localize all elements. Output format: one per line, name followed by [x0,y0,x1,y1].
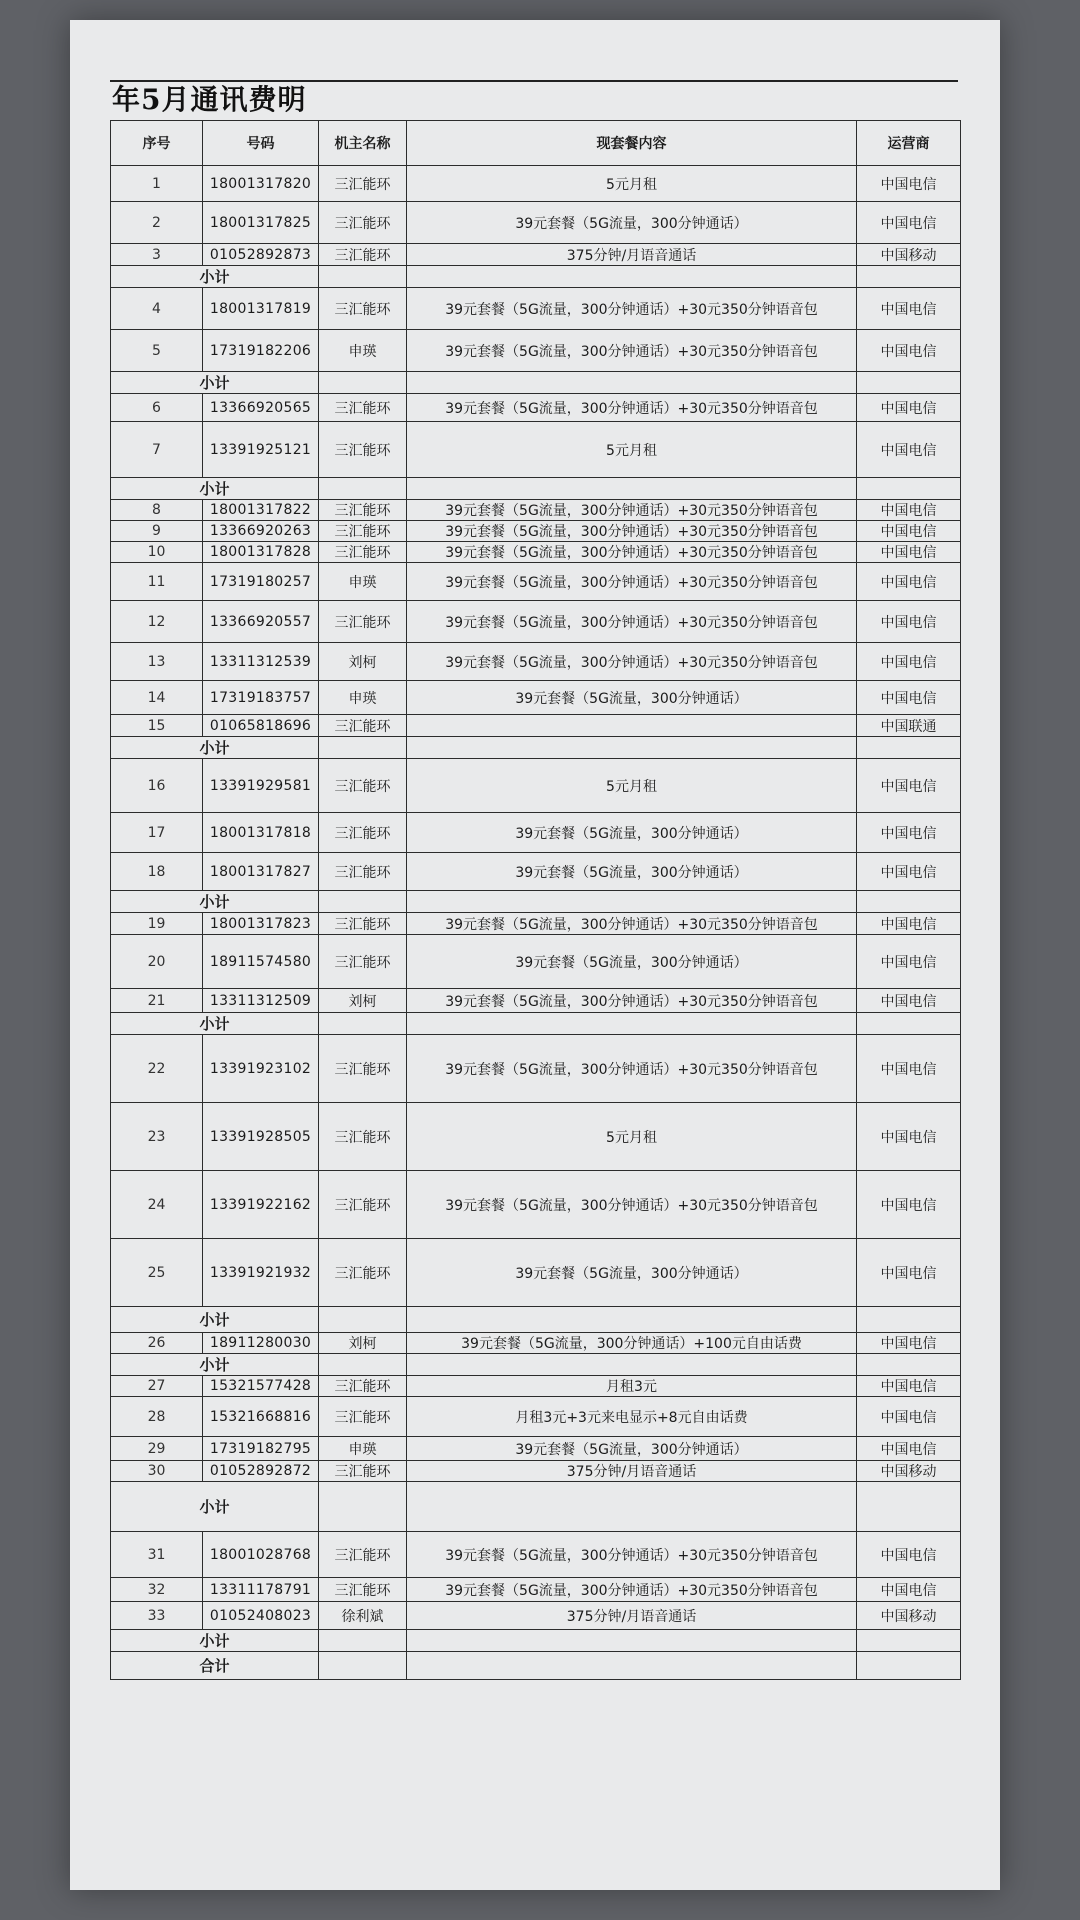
empty-cell [857,478,961,500]
cell-plan: 39元套餐（5G流量，300分钟通话）+30元350分钟语音包 [407,394,857,422]
empty-cell [407,891,857,913]
cell-carrier: 中国电信 [857,542,961,563]
table-row [111,1171,961,1239]
subtotal-row [111,1307,961,1333]
cell-number: 13366920557 [203,601,319,643]
cell-plan: 39元套餐（5G流量，300分钟通话）+30元350分钟语音包 [407,1171,857,1239]
empty-cell [319,1013,407,1035]
cell-plan: 月租3元 [407,1376,857,1397]
cell-seq: 4 [111,288,203,330]
cell-carrier: 中国电信 [857,521,961,542]
table-row [111,521,961,542]
empty-cell [857,1307,961,1333]
empty-cell [857,266,961,288]
cell-plan: 375分钟/月语音通话 [407,244,857,266]
empty-cell [319,1354,407,1376]
cell-plan: 39元套餐（5G流量，300分钟通话）+30元350分钟语音包 [407,601,857,643]
billing-table [110,120,961,1680]
cell-carrier: 中国电信 [857,913,961,935]
cell-plan: 39元套餐（5G流量，300分钟通话）+30元350分钟语音包 [407,1035,857,1103]
table-row [111,681,961,715]
cell-plan: 5元月租 [407,1103,857,1171]
subtotal-row [111,1013,961,1035]
empty-cell [857,1630,961,1652]
cell-plan: 39元套餐（5G流量，300分钟通话）+30元350分钟语音包 [407,913,857,935]
cell-seq: 5 [111,330,203,372]
cell-seq: 6 [111,394,203,422]
cell-owner: 三汇能环 [319,422,407,478]
cell-number: 13391921932 [203,1239,319,1307]
cell-carrier: 中国电信 [857,643,961,681]
cell-seq: 30 [111,1461,203,1482]
empty-cell [857,372,961,394]
cell-carrier: 中国移动 [857,1461,961,1482]
cell-carrier: 中国移动 [857,244,961,266]
header-seq: 序号 [111,121,203,166]
cell-owner: 三汇能环 [319,244,407,266]
cell-number: 18001028768 [203,1532,319,1578]
cell-seq: 18 [111,853,203,891]
cell-owner: 三汇能环 [319,1461,407,1482]
cell-owner: 三汇能环 [319,542,407,563]
cell-seq: 1 [111,166,203,202]
subtotal-row [111,737,961,759]
cell-plan: 39元套餐（5G流量，300分钟通话） [407,935,857,989]
cell-seq: 25 [111,1239,203,1307]
empty-cell [407,1482,857,1532]
subtotal-row [111,1482,961,1532]
cell-seq: 29 [111,1437,203,1461]
cell-plan: 39元套餐（5G流量，300分钟通话）+30元350分钟语音包 [407,1578,857,1602]
cell-plan: 39元套餐（5G流量，300分钟通话）+30元350分钟语音包 [407,563,857,601]
table-row [111,244,961,266]
cell-owner: 三汇能环 [319,853,407,891]
cell-carrier: 中国联通 [857,715,961,737]
cell-owner: 三汇能环 [319,1397,407,1437]
cell-seq: 23 [111,1103,203,1171]
cell-plan: 5元月租 [407,166,857,202]
table-row [111,166,961,202]
cell-carrier: 中国电信 [857,1103,961,1171]
empty-cell [319,1482,407,1532]
cell-plan: 39元套餐（5G流量，300分钟通话） [407,681,857,715]
subtotal-row [111,478,961,500]
subtotal-label: 合计 [111,1652,319,1680]
cell-carrier: 中国电信 [857,813,961,853]
cell-owner: 三汇能环 [319,715,407,737]
cell-owner: 三汇能环 [319,1376,407,1397]
subtotal-label: 小计 [111,478,319,500]
subtotal-row [111,372,961,394]
document-title: 年5月通讯费明 [112,83,307,116]
cell-plan: 39元套餐（5G流量，300分钟通话）+30元350分钟语音包 [407,500,857,521]
table-row [111,1035,961,1103]
cell-number: 18001317819 [203,288,319,330]
empty-cell [857,1482,961,1532]
cell-carrier: 中国电信 [857,601,961,643]
empty-cell [407,737,857,759]
empty-cell [857,1013,961,1035]
cell-plan: 5元月租 [407,759,857,813]
subtotal-label: 小计 [111,1354,319,1376]
cell-number: 15321668816 [203,1397,319,1437]
cell-seq: 7 [111,422,203,478]
table-row [111,935,961,989]
cell-carrier: 中国电信 [857,1437,961,1461]
cell-owner: 三汇能环 [319,1578,407,1602]
cell-owner: 三汇能环 [319,601,407,643]
cell-number: 18001317820 [203,166,319,202]
empty-cell [407,266,857,288]
subtotal-label: 小计 [111,1630,319,1652]
cell-number: 18911280030 [203,1333,319,1354]
table-row [111,1239,961,1307]
cell-seq: 14 [111,681,203,715]
subtotal-label: 小计 [111,1482,319,1532]
cell-seq: 9 [111,521,203,542]
cell-carrier: 中国电信 [857,1171,961,1239]
cell-number: 01052892872 [203,1461,319,1482]
cell-number: 13311312539 [203,643,319,681]
empty-cell [407,372,857,394]
cell-carrier: 中国电信 [857,853,961,891]
cell-number: 13391929581 [203,759,319,813]
cell-number: 18001317825 [203,202,319,244]
cell-seq: 24 [111,1171,203,1239]
cell-seq: 10 [111,542,203,563]
empty-cell [857,737,961,759]
cell-number: 01052408023 [203,1602,319,1630]
cell-plan: 39元套餐（5G流量，300分钟通话）+30元350分钟语音包 [407,288,857,330]
table-row [111,1532,961,1578]
cell-number: 17319183757 [203,681,319,715]
cell-owner: 三汇能环 [319,166,407,202]
cell-seq: 32 [111,1578,203,1602]
cell-owner: 申瑛 [319,1437,407,1461]
cell-number: 18001317827 [203,853,319,891]
empty-cell [407,478,857,500]
cell-owner: 三汇能环 [319,1239,407,1307]
header-owner: 机主名称 [319,121,407,166]
cell-plan: 39元套餐（5G流量，300分钟通话）+30元350分钟语音包 [407,643,857,681]
cell-carrier: 中国电信 [857,394,961,422]
cell-seq: 21 [111,989,203,1013]
cell-plan: 39元套餐（5G流量，300分钟通话） [407,813,857,853]
cell-number: 13391928505 [203,1103,319,1171]
cell-owner: 三汇能环 [319,1103,407,1171]
cell-seq: 22 [111,1035,203,1103]
subtotal-row [111,891,961,913]
cell-seq: 33 [111,1602,203,1630]
table-row [111,601,961,643]
cell-seq: 19 [111,913,203,935]
cell-carrier: 中国电信 [857,989,961,1013]
cell-plan: 39元套餐（5G流量，300分钟通话） [407,202,857,244]
header-carrier: 运营商 [857,121,961,166]
table-row [111,422,961,478]
table-row [111,715,961,737]
cell-plan: 39元套餐（5G流量，300分钟通话）+30元350分钟语音包 [407,542,857,563]
cell-carrier: 中国电信 [857,1239,961,1307]
cell-number: 18911574580 [203,935,319,989]
cell-plan: 39元套餐（5G流量，300分钟通话）+30元350分钟语音包 [407,330,857,372]
table-row [111,1602,961,1630]
cell-carrier: 中国电信 [857,500,961,521]
cell-owner: 三汇能环 [319,288,407,330]
subtotal-label: 小计 [111,891,319,913]
cell-plan: 39元套餐（5G流量，300分钟通话）+30元350分钟语音包 [407,989,857,1013]
cell-owner: 三汇能环 [319,521,407,542]
empty-cell [319,266,407,288]
subtotal-row [111,1630,961,1652]
cell-number: 13311178791 [203,1578,319,1602]
cell-seq: 15 [111,715,203,737]
cell-owner: 申瑛 [319,681,407,715]
table-row [111,1437,961,1461]
cell-owner: 三汇能环 [319,1035,407,1103]
cell-owner: 三汇能环 [319,759,407,813]
cell-owner: 三汇能环 [319,202,407,244]
empty-cell [319,891,407,913]
empty-cell [857,891,961,913]
cell-carrier: 中国电信 [857,935,961,989]
cell-number: 13366920565 [203,394,319,422]
empty-cell [407,1354,857,1376]
table-row [111,394,961,422]
cell-owner: 三汇能环 [319,813,407,853]
table-row [111,813,961,853]
table-row [111,1103,961,1171]
cell-plan: 39元套餐（5G流量，300分钟通话） [407,1437,857,1461]
cell-carrier: 中国电信 [857,202,961,244]
cell-seq: 13 [111,643,203,681]
cell-number: 13391925121 [203,422,319,478]
header-number: 号码 [203,121,319,166]
cell-seq: 27 [111,1376,203,1397]
empty-cell [319,478,407,500]
cell-carrier: 中国移动 [857,1602,961,1630]
cell-seq: 11 [111,563,203,601]
cell-owner: 徐利斌 [319,1602,407,1630]
cell-carrier: 中国电信 [857,759,961,813]
table-row [111,1578,961,1602]
table-row [111,913,961,935]
cell-owner: 刘柯 [319,643,407,681]
cell-plan: 39元套餐（5G流量，300分钟通话）+30元350分钟语音包 [407,1532,857,1578]
cell-number: 17319182795 [203,1437,319,1461]
cell-owner: 三汇能环 [319,935,407,989]
cell-carrier: 中国电信 [857,288,961,330]
cell-seq: 31 [111,1532,203,1578]
cell-carrier: 中国电信 [857,1578,961,1602]
cell-owner: 刘柯 [319,989,407,1013]
empty-cell [407,1307,857,1333]
cell-carrier: 中国电信 [857,1035,961,1103]
cell-carrier: 中国电信 [857,681,961,715]
cell-seq: 28 [111,1397,203,1437]
cell-plan [407,715,857,737]
cell-carrier: 中国电信 [857,1376,961,1397]
empty-cell [319,1630,407,1652]
cell-owner: 刘柯 [319,1333,407,1354]
empty-cell [319,737,407,759]
cell-number: 18001317823 [203,913,319,935]
empty-cell [407,1630,857,1652]
cell-seq: 26 [111,1333,203,1354]
document-page [70,20,1000,1890]
table-row [111,853,961,891]
table-row [111,202,961,244]
cell-plan: 375分钟/月语音通话 [407,1461,857,1482]
cell-number: 13311312509 [203,989,319,1013]
cell-owner: 申瑛 [319,330,407,372]
cell-carrier: 中国电信 [857,422,961,478]
empty-cell [319,1652,407,1680]
cell-owner: 三汇能环 [319,394,407,422]
header-row [111,121,961,166]
cell-number: 18001317818 [203,813,319,853]
subtotal-label: 小计 [111,266,319,288]
table-row [111,330,961,372]
cell-carrier: 中国电信 [857,563,961,601]
cell-plan: 39元套餐（5G流量，300分钟通话）+100元自由话费 [407,1333,857,1354]
subtotal-label: 小计 [111,1013,319,1035]
cell-seq: 16 [111,759,203,813]
cell-owner: 三汇能环 [319,1171,407,1239]
cell-seq: 3 [111,244,203,266]
cell-seq: 12 [111,601,203,643]
cell-number: 17319180257 [203,563,319,601]
cell-plan: 5元月租 [407,422,857,478]
table-row [111,1333,961,1354]
cell-number: 13391923102 [203,1035,319,1103]
cell-number: 13391922162 [203,1171,319,1239]
table-row [111,563,961,601]
cell-plan: 375分钟/月语音通话 [407,1602,857,1630]
cell-seq: 8 [111,500,203,521]
subtotal-row [111,266,961,288]
cell-plan: 39元套餐（5G流量，300分钟通话）+30元350分钟语音包 [407,521,857,542]
total-row [111,1652,961,1680]
header-plan: 现套餐内容 [407,121,857,166]
cell-plan: 39元套餐（5G流量，300分钟通话） [407,853,857,891]
cell-number: 17319182206 [203,330,319,372]
subtotal-label: 小计 [111,372,319,394]
cell-number: 01065818696 [203,715,319,737]
cell-number: 15321577428 [203,1376,319,1397]
table-row [111,759,961,813]
cell-plan: 39元套餐（5G流量，300分钟通话） [407,1239,857,1307]
table-row [111,1376,961,1397]
cell-number: 18001317822 [203,500,319,521]
cell-carrier: 中国电信 [857,1333,961,1354]
cell-owner: 三汇能环 [319,500,407,521]
cell-seq: 17 [111,813,203,853]
empty-cell [407,1013,857,1035]
empty-cell [857,1652,961,1680]
cell-owner: 申瑛 [319,563,407,601]
table-row [111,500,961,521]
cell-owner: 三汇能环 [319,1532,407,1578]
subtotal-label: 小计 [111,1307,319,1333]
cell-seq: 20 [111,935,203,989]
cell-carrier: 中国电信 [857,166,961,202]
subtotal-label: 小计 [111,737,319,759]
cell-carrier: 中国电信 [857,1532,961,1578]
table-row [111,288,961,330]
subtotal-row [111,1354,961,1376]
cell-number: 18001317828 [203,542,319,563]
cell-plan: 月租3元+3元来电显示+8元自由话费 [407,1397,857,1437]
cell-carrier: 中国电信 [857,1397,961,1437]
empty-cell [857,1354,961,1376]
table-row [111,989,961,1013]
empty-cell [319,372,407,394]
cell-owner: 三汇能环 [319,913,407,935]
cell-number: 01052892873 [203,244,319,266]
cell-number: 13366920263 [203,521,319,542]
cell-seq: 2 [111,202,203,244]
table-row [111,1397,961,1437]
table-body [111,166,961,1680]
empty-cell [407,1652,857,1680]
cell-carrier: 中国电信 [857,330,961,372]
table-row [111,643,961,681]
table-row [111,1461,961,1482]
table-row [111,542,961,563]
empty-cell [319,1307,407,1333]
